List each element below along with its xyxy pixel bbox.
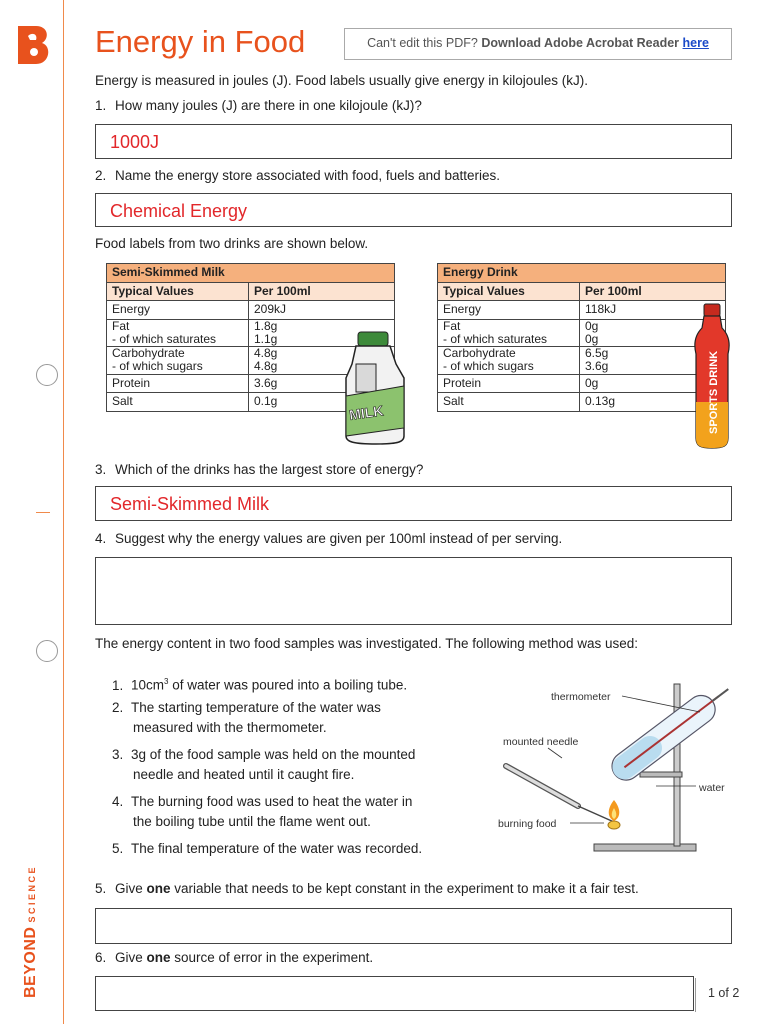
method-step-3: 3. 3g of the food sample was held on the mounted needle and heated until it caught fire. [112,747,416,782]
page-divider [695,978,696,1012]
question-2: 2. Name the energy store associated with food, fuels and batteries. [95,168,500,183]
answer-box-2[interactable] [95,193,732,227]
drink-nutrition-table [437,263,726,412]
method-step-5: 5. The final temperature of the water was recorded. [112,841,423,856]
milk-table-title: Semi-Skimmed Milk [107,264,395,283]
table-row: Energy 209kJ [107,301,395,320]
answer-box-1[interactable] [95,124,732,159]
method-step-1: 1. $10cm^3$ of water was poured into a boiling tube. [112,677,408,693]
table-row: Carbohydrate - of which sugars 6.5g 3.6g [438,347,726,374]
table-row: Salt 0.13g [438,393,726,412]
label-thermometer: thermometer [551,691,611,703]
margin-rule [63,0,64,1024]
label-burning-food: burning food [498,818,557,830]
answer-box-4[interactable] [95,557,732,625]
method-step-2: 2. The starting temperature of the water was measured with the thermometer. [112,700,381,735]
answer-2-text: Chemical Energy [110,201,248,221]
question-6: 6. Give one source of error in the experiment. [95,950,374,965]
answer-box-3[interactable] [95,486,732,521]
label-water: water [699,782,725,794]
binder-hole-bottom [36,640,58,662]
table-row: Energy 118kJ [438,301,726,320]
table-row: Fat - of which saturates 0g 0g [438,319,726,346]
milk-jug-label: MILK [348,402,385,423]
table-row: Protein 0g [438,374,726,393]
answer-1-text: 1000J [110,132,160,152]
answer-box-6[interactable] [95,976,694,1011]
drink-table-title: Energy Drink [438,264,726,283]
binder-hole-top [36,364,58,386]
table-row: Salt 0.1g [107,393,395,412]
question-1: 1. How many joules (J) are there in one kilojoule (kJ)? [95,98,422,113]
method-step-4: 4. The burning food was used to heat the water in the boiling tube until the flame went out. [112,794,413,829]
drink-col-values: Typical Values [438,282,580,301]
page-title: Energy in Food [95,24,306,59]
acrobat-notice [344,28,732,60]
table-row: Fat - of which saturates 1.8g 1.1g [107,319,395,346]
labels-intro: Food labels from two drinks are shown below. [95,236,369,251]
beyond-logo-icon [14,22,52,66]
page-number: 1 of 2 [708,986,740,1000]
method-intro: The energy content in two food samples was investigated. The following method was used: [95,636,639,651]
bottle-label: SPORTS DRINK [708,350,720,434]
milk-col-per100: Per 100ml [249,282,395,301]
question-4: 4. Suggest why the energy values are given per 100ml instead of per serving. [95,531,563,546]
milk-col-values: Typical Values [107,282,249,301]
notice-bold: Download Adobe Acrobat Reader [481,36,680,50]
table-row: Protein 3.6g [107,374,395,393]
notice-prefix: Can't edit this PDF? [367,36,478,50]
apparatus-diagram [490,678,740,858]
drink-col-per100: Per 100ml [580,282,726,301]
table-row: Carbohydrate - of which sugars 4.8g 4.8g [107,347,395,374]
answer-3-text: Semi-Skimmed Milk [110,494,270,514]
intro-text: Energy is measured in joules (J). Food labels usually give energy in kilojoules (kJ). [95,73,588,88]
sports-drink-bottle [688,302,736,450]
fold-mark [36,512,50,513]
answer-box-5[interactable] [95,908,732,944]
download-link[interactable]: here [682,36,709,50]
brand-wordmark: BEYONDSCIENCE [22,865,39,998]
question-3: 3. Which of the drinks has the largest store of energy? [95,462,424,477]
milk-jug-illustration [336,328,416,448]
label-mounted-needle: mounted needle [503,736,579,748]
question-5: 5. Give one variable that needs to be kept constant in the experiment to make it a fair test. [95,881,639,896]
